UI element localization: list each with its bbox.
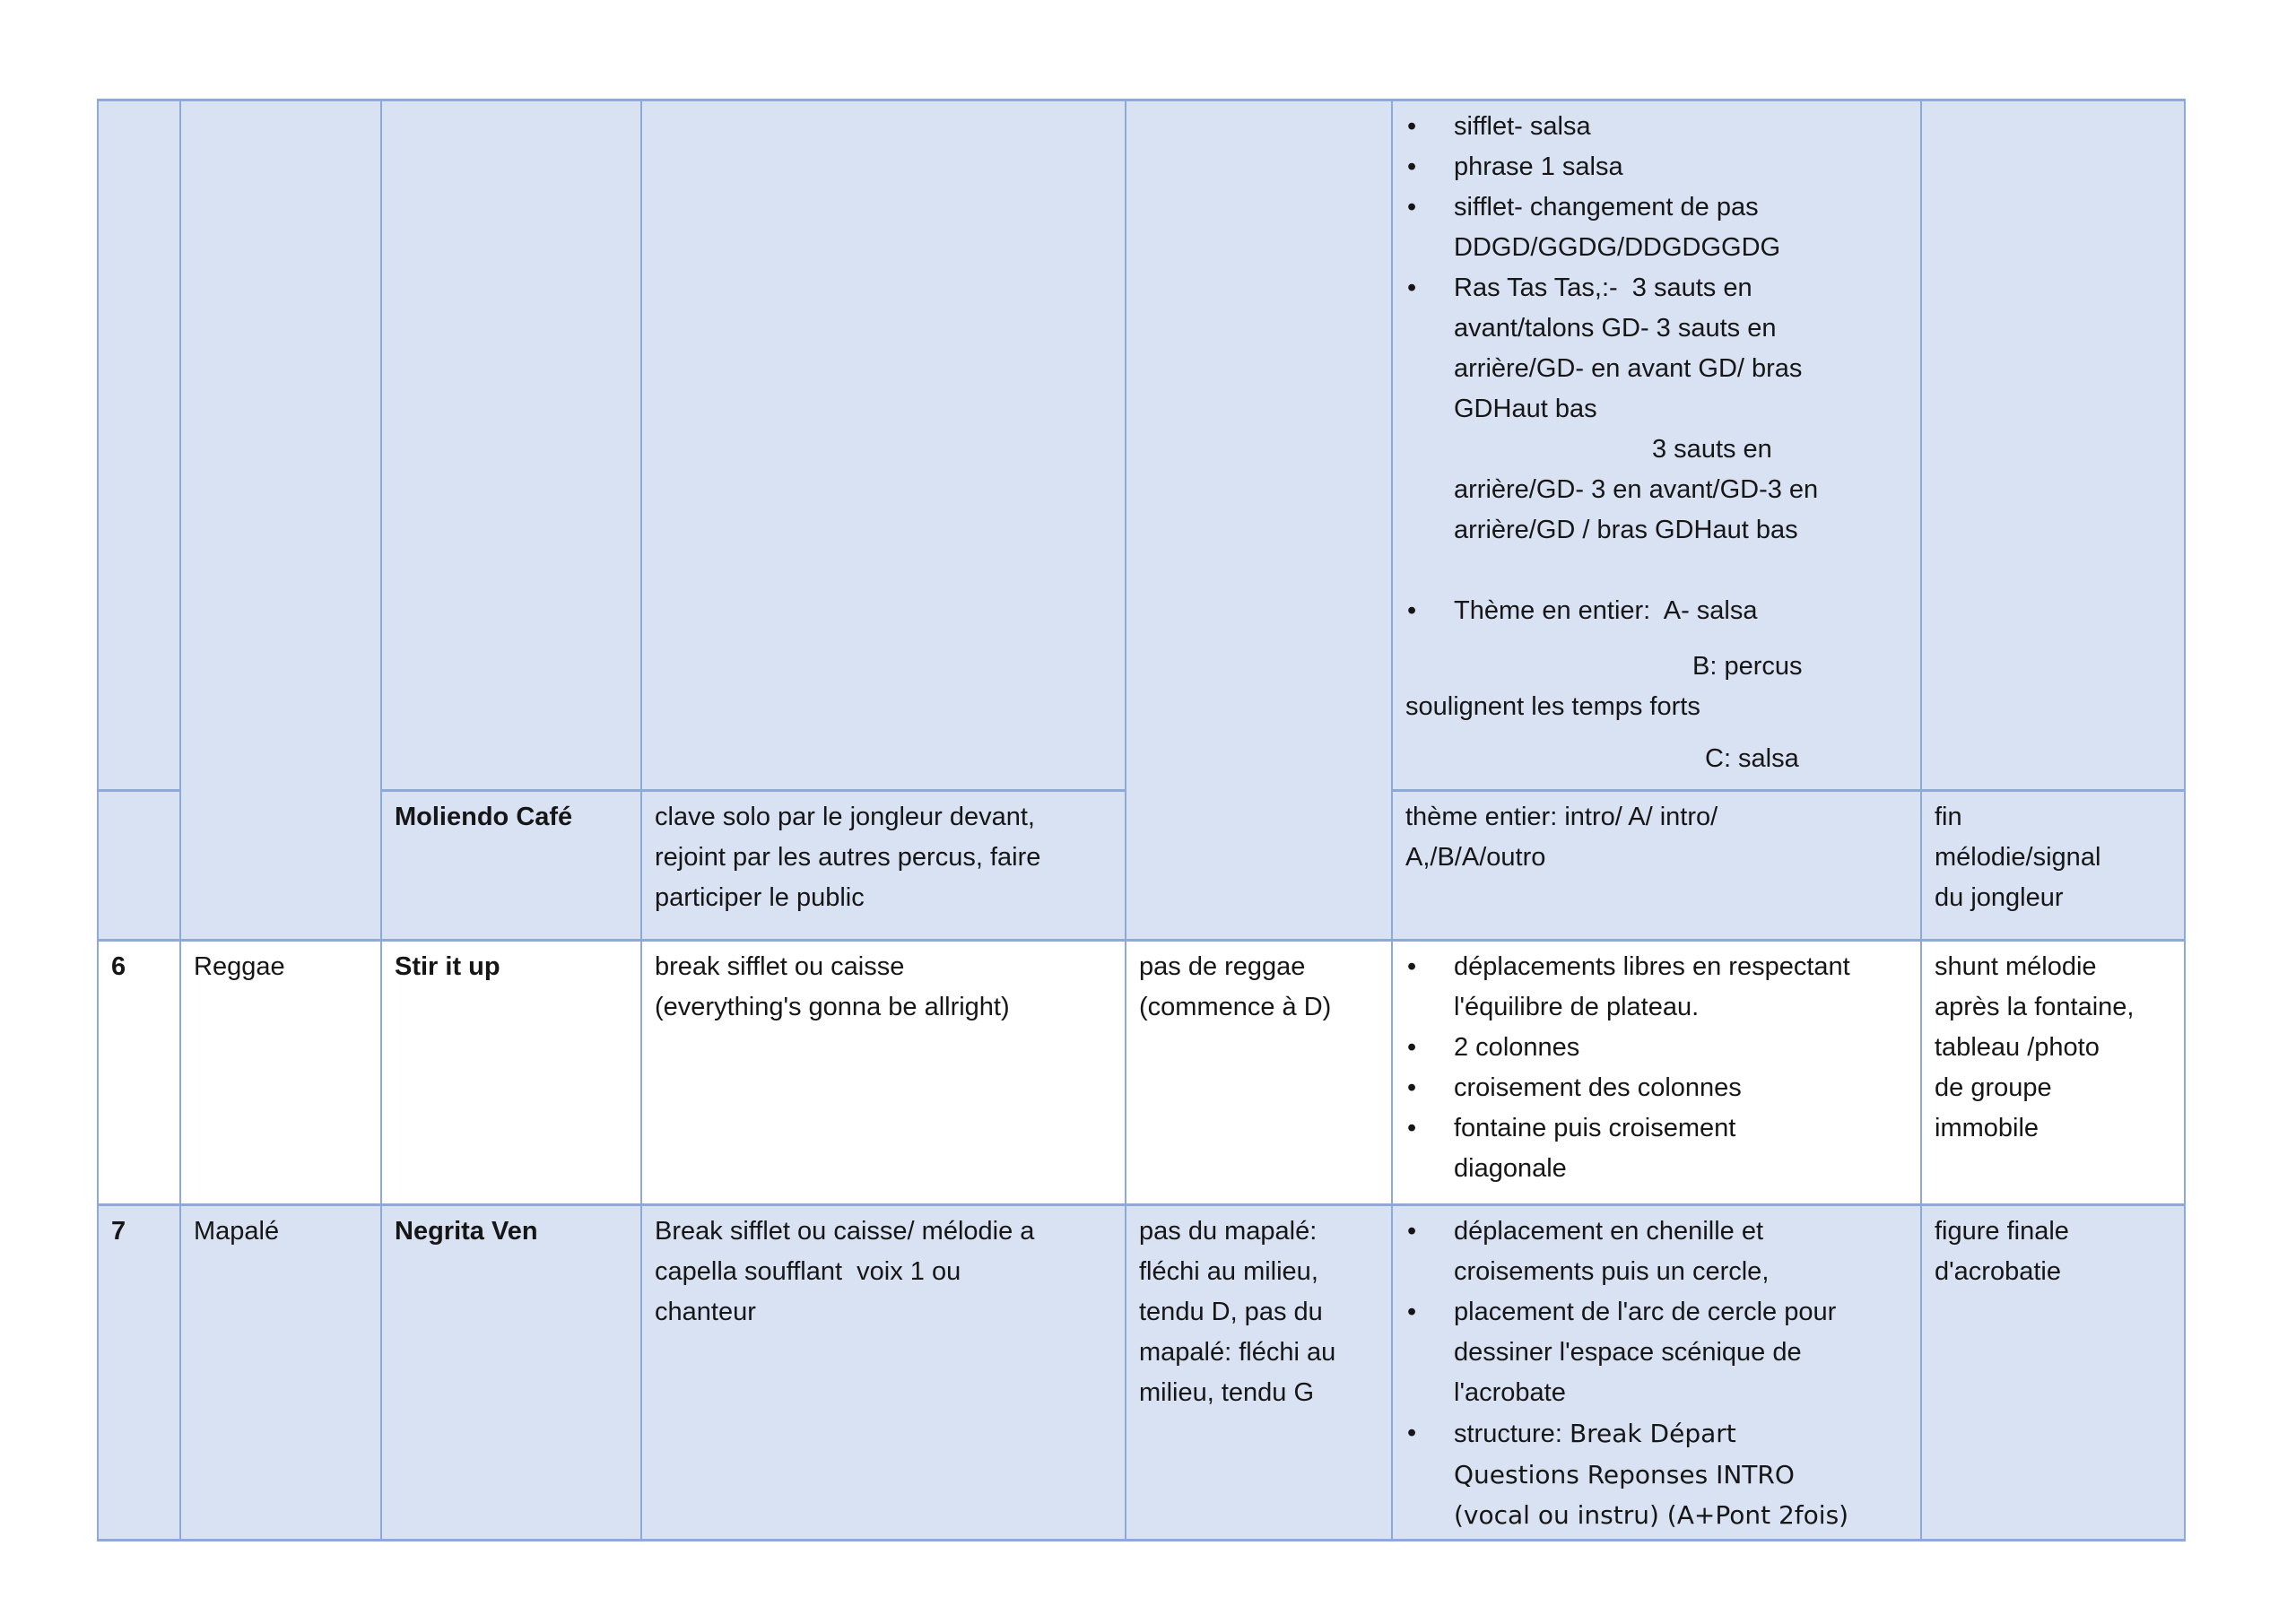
cell-rowA-number [98,100,180,791]
text-line: déplacement en chenille et [1454,1217,1764,1246]
cell-row7-structure [1392,1205,1921,1541]
bullet-icon: • [1407,1217,1417,1246]
text-line: immobile [1935,1114,2039,1142]
cell-row6-description [641,941,1126,1205]
cell-row6-title [381,941,641,1205]
text-line: Thème en entier: A- salsa [1454,596,1758,625]
song-title: Negrita Ven [395,1217,538,1246]
cell-row7-number [98,1205,180,1541]
cell-rowA-final [1921,100,2185,791]
bullet-icon: • [1407,1114,1417,1142]
cell-rowA-genre-merged [180,100,381,941]
bullet-line [1405,1028,1909,1068]
bullet-line [1405,1068,1909,1108]
bullet-icon: • [1407,152,1417,181]
text-line: déplacements libres en respectant [1454,952,1850,981]
song-title: Moliendo Café [395,803,573,831]
bullet-line [1405,591,1909,631]
bullet-icon: • [1407,596,1417,625]
text-line: break sifflet ou caisse [655,952,905,981]
bullet-line [1405,1292,1909,1333]
text-line: Break sifflet ou caisse/ mélodie a [655,1217,1035,1246]
cell-row7-steps [1126,1205,1392,1541]
text-line: clave solo par le jongleur devant, [655,803,1035,831]
text-line: C: salsa [1705,744,1799,773]
cell-row7-description [641,1205,1126,1541]
table-row [98,1205,2185,1541]
cell-row6-final [1921,941,2185,1205]
cell-rowB-title [381,791,641,941]
cell-rowB-final [1921,791,2185,941]
bullet-icon: • [1407,952,1417,981]
cell-rowA-steps-merged [1126,100,1392,941]
text-line: tableau /photo [1935,1033,2100,1062]
text-line: thème entier: intro/ A/ intro/ [1405,803,1718,831]
text-line: l'équilibre de plateau. [1454,993,1700,1021]
text-line: croisement des colonnes [1454,1073,1742,1102]
paragraph-gap [1405,631,1909,647]
text-line: mapalé: fléchi au [1139,1338,1336,1367]
text-line: rejoint par les autres percus, faire [655,843,1041,872]
bullet-line [1405,107,1909,147]
text-line: (vocal ou instru) (A+Pont 2fois) [1454,1500,1849,1530]
text-line: milieu, tendu G [1139,1378,1315,1407]
cell-rowB-structure [1392,791,1921,941]
text-line: capella soufflant voix 1 ou [655,1257,961,1286]
text-line: croisements puis un cercle, [1454,1257,1770,1286]
bullet-icon: • [1407,193,1417,221]
text-line: soulignent les temps forts [1405,692,1700,721]
bullet-line [1405,1211,1909,1252]
text-line: d'acrobatie [1935,1257,2061,1286]
text-line: DDGD/GGDG/DDGDGGDG [1454,233,1781,262]
text-line: 3 sauts en [1652,435,1772,464]
text-line: structure: [1454,1420,1570,1448]
text-line: phrase 1 salsa [1454,152,1623,181]
text-line: B: percus [1692,652,1803,681]
text-line: (everything's gonna be allright) [655,993,1010,1021]
text-line: placement de l'arc de cercle pour [1454,1298,1837,1326]
cell-row6-genre [180,941,381,1205]
cell-row7-title [381,1205,641,1541]
text-line: (commence à D) [1139,993,1332,1021]
text-line: Ras Tas Tas,:- 3 sauts en [1454,274,1752,302]
text-line: fin [1935,803,1962,831]
cell-row7-genre [180,1205,381,1541]
text-line: GDHaut bas [1454,395,1597,423]
text-line: figure finale [1935,1217,2069,1246]
text-line: l'acrobate [1454,1378,1566,1407]
bullet-icon: • [1407,1298,1417,1326]
row-number: 7 [111,1217,126,1246]
text-line: arrière/GD- 3 en avant/GD-3 en [1454,475,1819,504]
text-line: arrière/GD / bras GDHaut bas [1454,516,1798,544]
row-number: 6 [111,952,126,981]
bullet-line [1405,147,1909,187]
bullet-icon: • [1407,1419,1417,1447]
genre-label: Mapalé [194,1217,280,1246]
text-line: mélodie/signal [1935,843,2101,872]
text-line: fontaine puis croisement [1454,1114,1736,1142]
table-row [98,100,2185,791]
blank-line [1405,551,1909,591]
text-line: du jongleur [1935,883,2064,912]
text-line: tendu D, pas du [1139,1298,1323,1326]
cell-rowB-number [98,791,180,941]
table-row [98,941,2185,1205]
bullet-line [1405,1413,1909,1455]
cell-row6-structure [1392,941,1921,1205]
bullet-icon: • [1407,1033,1417,1062]
text-line: A,/B/A/outro [1405,843,1546,872]
show-program-table [97,99,2186,1541]
cell-rowA-title [381,100,641,791]
paragraph-gap [1405,727,1909,739]
cell-row6-steps [1126,941,1392,1205]
text-line: après la fontaine, [1935,993,2135,1021]
text-line: shunt mélodie [1935,952,2097,981]
text-line: chanteur [655,1298,756,1326]
cell-row6-number [98,941,180,1205]
text-line: fléchi au milieu, [1139,1257,1318,1286]
text-line: participer le public [655,883,865,912]
bullet-line [1405,1108,1909,1149]
cell-row7-final [1921,1205,2185,1541]
text-line: sifflet- changement de pas [1454,193,1759,221]
bullet-icon: • [1407,274,1417,302]
text-line: pas de reggae [1139,952,1306,981]
text-line: de groupe [1935,1073,2052,1102]
cell-rowB-description [641,791,1126,941]
genre-label: Reggae [194,952,285,981]
bullet-icon: • [1407,112,1417,141]
text-line: avant/talons GD- 3 sauts en [1454,314,1777,343]
text-line: sifflet- salsa [1454,112,1591,141]
cell-rowA-structure [1392,100,1921,791]
text-line: pas du mapalé: [1139,1217,1318,1246]
text-line: diagonale [1454,1154,1567,1183]
text-line: dessiner l'espace scénique de [1454,1338,1802,1367]
bullet-line [1405,187,1909,228]
text-line: 2 colonnes [1454,1033,1580,1062]
bullet-line [1405,947,1909,987]
cell-rowA-description [641,100,1126,791]
text-line: arrière/GD- en avant GD/ bras [1454,354,1803,383]
bullet-icon: • [1407,1073,1417,1102]
song-title: Stir it up [395,952,500,981]
text-line: Questions Reponses INTRO [1454,1460,1795,1489]
bullet-line [1405,268,1909,308]
text-line: Break Départ [1569,1419,1736,1448]
